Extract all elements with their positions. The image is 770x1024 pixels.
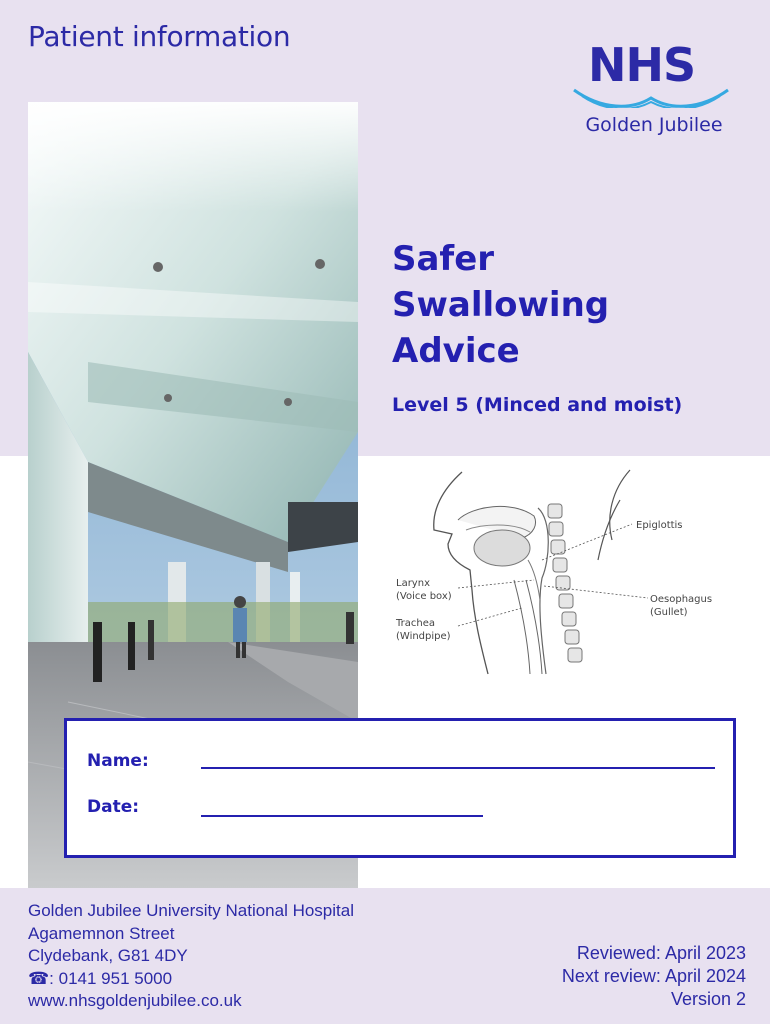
date-label: Date: xyxy=(87,797,140,817)
epiglottis-label: Epiglottis xyxy=(636,520,683,531)
name-label: Name: xyxy=(87,751,149,771)
nhs-wordmark: NHS xyxy=(588,38,696,92)
diet-level: Level 5 (Minced and moist) xyxy=(392,394,683,416)
wave-icon xyxy=(572,86,730,108)
name-field[interactable] xyxy=(201,767,715,769)
oesophagus-label: Oesophagus xyxy=(650,594,713,605)
larynx-label: Larynx xyxy=(396,578,430,589)
phone-number: ☎: 0141 951 5000 xyxy=(28,968,173,988)
review-info xyxy=(562,942,746,1011)
title-line-3: Advice xyxy=(392,331,520,371)
document-title xyxy=(392,236,609,374)
version-label: Version 2 xyxy=(670,989,746,1009)
patient-information-label: Patient information xyxy=(28,20,291,53)
nhs-logo xyxy=(566,40,736,140)
windpipe-label: (Windpipe) xyxy=(396,631,451,642)
address-line-1: Golden Jubilee University National Hospital xyxy=(28,901,354,920)
reviewed-date: Reviewed: April 2023 xyxy=(576,943,746,963)
next-review-date: Next review: April 2024 xyxy=(561,966,746,986)
voice-box-label: (Voice box) xyxy=(396,591,452,602)
nhs-subtitle: Golden Jubilee xyxy=(585,114,723,136)
title-line-1: Safer xyxy=(392,239,495,279)
address-line-2: Agamemnon Street xyxy=(28,923,175,943)
gullet-label: (Gullet) xyxy=(650,607,688,618)
hospital-address xyxy=(28,900,354,1013)
website-link[interactable]: www.nhsgoldenjubilee.co.uk xyxy=(28,991,242,1010)
swallowing-anatomy-diagram xyxy=(362,460,742,680)
title-line-2: Swallowing xyxy=(392,285,610,325)
date-field[interactable] xyxy=(201,815,483,817)
patient-details-form xyxy=(64,718,736,858)
address-line-3: Clydebank, G81 4DY xyxy=(28,946,188,965)
trachea-label: Trachea xyxy=(396,618,435,629)
